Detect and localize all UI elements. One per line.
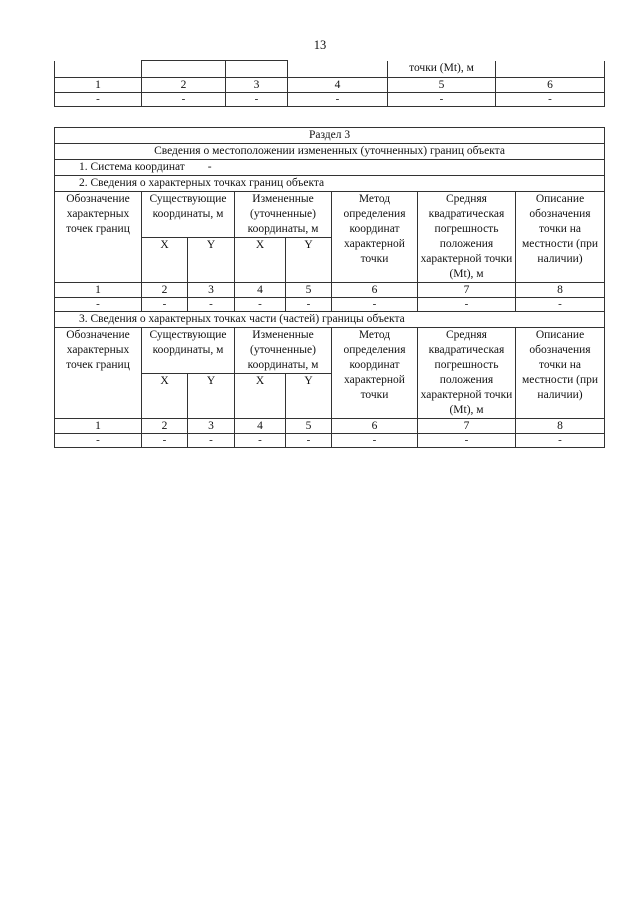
dash-6: - <box>332 298 418 312</box>
dash2-3: - <box>188 434 235 448</box>
col-changed-y-2: Y <box>286 374 332 419</box>
cont-num-5: 5 <box>388 77 496 92</box>
col-changed-x-2: X <box>235 374 286 419</box>
dash2-6: - <box>332 434 418 448</box>
cont-dash-3: - <box>226 92 288 106</box>
dash-3: - <box>188 298 235 312</box>
part-points-heading: 3. Сведения о характерных точках части (частей) границы объекта <box>55 312 605 328</box>
coordinate-system-row <box>55 160 605 176</box>
cont-dash-4: - <box>288 92 388 106</box>
dash2-5: - <box>286 434 332 448</box>
num-4: 4 <box>235 283 286 298</box>
col-existing-y: Y <box>188 238 235 283</box>
coordinate-system-value: - <box>207 161 212 173</box>
num2-7: 7 <box>418 419 516 434</box>
num-6: 6 <box>332 283 418 298</box>
dash2-7: - <box>418 434 516 448</box>
dash-7: - <box>418 298 516 312</box>
col-changed-2: Измененные (уточненные) координаты, м <box>235 328 332 374</box>
cont-dash-5: - <box>388 92 496 106</box>
num2-8: 8 <box>516 419 605 434</box>
num-1: 1 <box>55 283 142 298</box>
col-existing-x-2: X <box>142 374 188 419</box>
col-changed-x: X <box>235 238 286 283</box>
col-changed-y: Y <box>286 238 332 283</box>
col-designation-2: Обозначение характерных точек границ <box>55 328 142 419</box>
cont-num-1: 1 <box>55 77 142 92</box>
dash2-2: - <box>142 434 188 448</box>
cont-dash-6: - <box>496 92 605 106</box>
dash-5: - <box>286 298 332 312</box>
col-method: Метод определения координат характерной точки <box>332 192 418 283</box>
col-existing-y-2: Y <box>188 374 235 419</box>
num2-1: 1 <box>55 419 142 434</box>
section-subtitle: Сведения о местоположении измененных (уточненных) границ объекта <box>55 144 605 160</box>
continuation-table <box>54 60 605 107</box>
dash2-4: - <box>235 434 286 448</box>
num-5: 5 <box>286 283 332 298</box>
dash-2: - <box>142 298 188 312</box>
col-existing: Существующие координаты, м <box>142 192 235 238</box>
col-designation: Обозначение характерных точек границ <box>55 192 142 283</box>
num-8: 8 <box>516 283 605 298</box>
num2-5: 5 <box>286 419 332 434</box>
num2-6: 6 <box>332 419 418 434</box>
col-method-2: Метод определения координат характерной точки <box>332 328 418 419</box>
dash-8: - <box>516 298 605 312</box>
col-accuracy-2: Средняя квадратическая погрешность положения характерной точки (Mt), м <box>418 328 516 419</box>
num2-3: 3 <box>188 419 235 434</box>
num-2: 2 <box>142 283 188 298</box>
cont-num-4: 4 <box>288 77 388 92</box>
dash-4: - <box>235 298 286 312</box>
dash-1: - <box>55 298 142 312</box>
col-changed: Измененные (уточненные) координаты, м <box>235 192 332 238</box>
col-accuracy: Средняя квадратическая погрешность положения характерной точки (Mt), м <box>418 192 516 283</box>
num-7: 7 <box>418 283 516 298</box>
continuation-header-accuracy: точки (Mt), м <box>388 61 496 78</box>
coordinate-system-label: 1. Система координат <box>79 161 185 173</box>
dash2-1: - <box>55 434 142 448</box>
cont-dash-1: - <box>55 92 142 106</box>
page-number: 13 <box>313 38 327 52</box>
section-title: Раздел 3 <box>55 128 605 144</box>
cont-num-3: 3 <box>226 77 288 92</box>
col-existing-x: X <box>142 238 188 283</box>
dash2-8: - <box>516 434 605 448</box>
col-description: Описание обозначения точки на местности (при наличии) <box>516 192 605 283</box>
cont-num-2: 2 <box>142 77 226 92</box>
num-3: 3 <box>188 283 235 298</box>
col-existing-2: Существующие координаты, м <box>142 328 235 374</box>
cont-dash-2: - <box>142 92 226 106</box>
col-description-2: Описание обозначения точки на местности (при наличии) <box>516 328 605 419</box>
characteristic-points-heading: 2. Сведения о характерных точках границ объекта <box>55 176 605 192</box>
num2-2: 2 <box>142 419 188 434</box>
section-3-table <box>54 127 605 448</box>
cont-num-6: 6 <box>496 77 605 92</box>
num2-4: 4 <box>235 419 286 434</box>
